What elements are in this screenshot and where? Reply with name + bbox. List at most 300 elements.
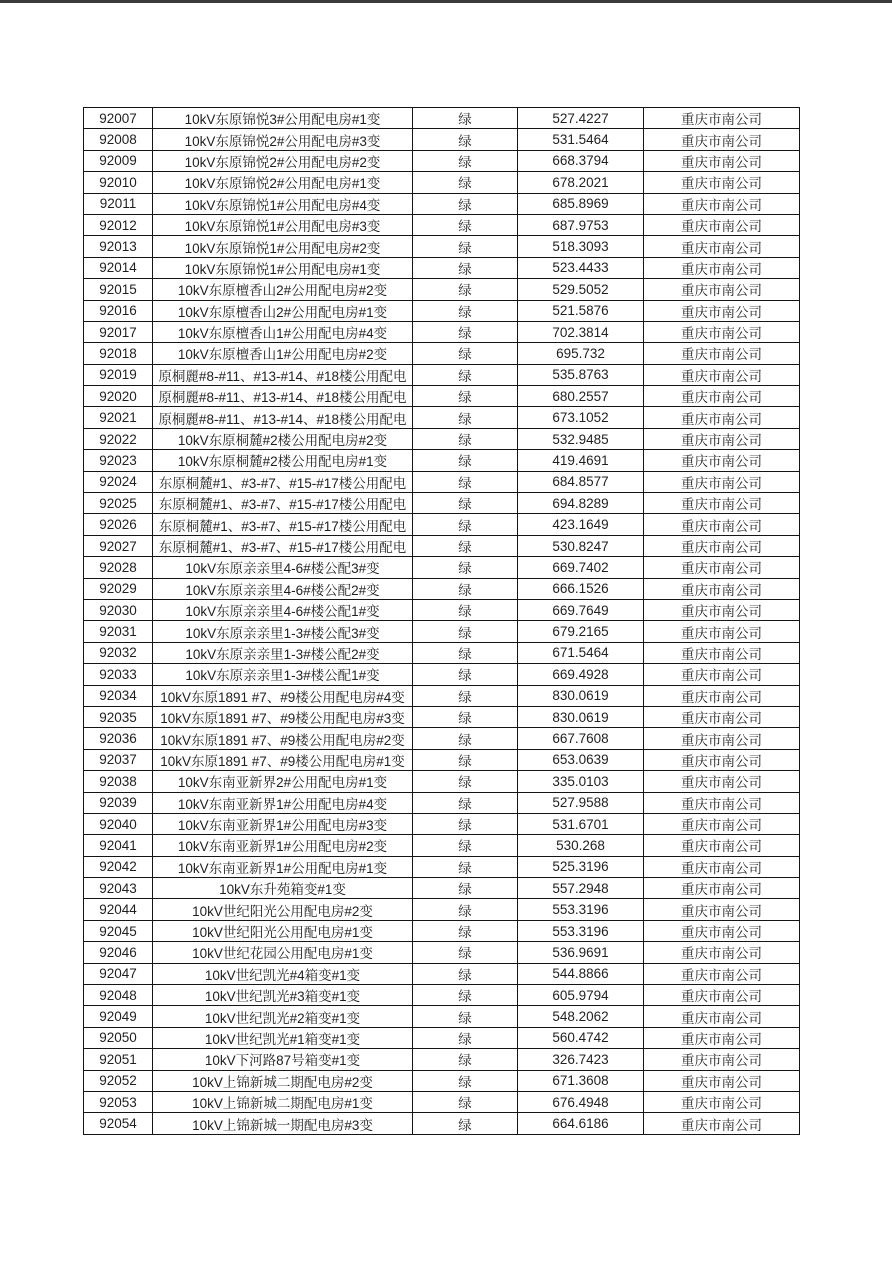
- cell-company: 重庆市南公司: [644, 257, 800, 278]
- cell-id: 92019: [84, 364, 153, 385]
- device-name-clip: [153, 258, 412, 278]
- cell-device-name: [153, 450, 413, 471]
- cell-value: 671.5464: [518, 642, 644, 663]
- cell-value: 531.5464: [518, 129, 644, 150]
- cell-value: 548.2062: [518, 1006, 644, 1027]
- device-name-clip: [153, 921, 412, 941]
- cell-device-name: [153, 599, 413, 620]
- cell-status: 绿: [413, 150, 518, 171]
- device-name-clip: [153, 129, 412, 149]
- cell-status: 绿: [413, 172, 518, 193]
- cell-device-name: [153, 706, 413, 727]
- page-top-edge: [0, 0, 892, 3]
- cell-company: 重庆市南公司: [644, 813, 800, 834]
- cell-status: 绿: [413, 493, 518, 514]
- device-name-text: 10kV东原锦悦2#公用配电房#2变: [184, 154, 381, 170]
- device-name-clip: [153, 643, 412, 663]
- cell-value: 668.3794: [518, 150, 644, 171]
- cell-status: 绿: [413, 749, 518, 770]
- device-name-text: 10kV东原1891 #7、#9楼公用配电房#4变: [160, 689, 405, 705]
- cell-status: 绿: [413, 321, 518, 342]
- cell-id: 92034: [84, 685, 153, 706]
- cell-status: 绿: [413, 257, 518, 278]
- cell-device-name: [153, 1027, 413, 1048]
- device-name-clip: [153, 386, 412, 406]
- cell-device-name: [153, 364, 413, 385]
- cell-device-name: [153, 108, 413, 129]
- cell-id: 92046: [84, 942, 153, 963]
- device-name-clip: [153, 793, 412, 813]
- cell-company: 重庆市南公司: [644, 1113, 800, 1135]
- cell-device-name: [153, 749, 413, 770]
- cell-id: 92031: [84, 621, 153, 642]
- device-name-clip: [153, 771, 412, 791]
- cell-status: 绿: [413, 920, 518, 941]
- cell-value: 560.4742: [518, 1027, 644, 1048]
- cell-device-name: [153, 214, 413, 235]
- cell-device-name: [153, 792, 413, 813]
- cell-device-name: [153, 321, 413, 342]
- table-row: [84, 642, 800, 663]
- device-name-clip: [153, 835, 412, 855]
- device-name-clip: [153, 985, 412, 1005]
- cell-id: 92016: [84, 300, 153, 321]
- cell-value: 673.1052: [518, 407, 644, 428]
- cell-device-name: [153, 172, 413, 193]
- cell-device-name: [153, 856, 413, 877]
- cell-device-name: [153, 535, 413, 556]
- device-name-clip: [153, 194, 412, 214]
- table-row: [84, 856, 800, 877]
- table-row: [84, 621, 800, 642]
- cell-id: 92017: [84, 321, 153, 342]
- cell-value: 531.6701: [518, 813, 644, 834]
- cell-device-name: [153, 942, 413, 963]
- cell-id: 92040: [84, 813, 153, 834]
- device-name-clip: [153, 557, 412, 577]
- cell-status: 绿: [413, 664, 518, 685]
- cell-device-name: [153, 428, 413, 449]
- cell-id: 92050: [84, 1027, 153, 1048]
- cell-device-name: [153, 642, 413, 663]
- cell-status: 绿: [413, 942, 518, 963]
- device-name-text: 10kV东原亲亲里1-3#楼公配2#变: [185, 646, 380, 662]
- cell-company: 重庆市南公司: [644, 407, 800, 428]
- cell-id: 92021: [84, 407, 153, 428]
- cell-value: 523.4433: [518, 257, 644, 278]
- cell-id: 92029: [84, 578, 153, 599]
- device-name-clip: [153, 686, 412, 706]
- device-name-clip: [153, 1092, 412, 1112]
- device-name-text: 10kV上锦新城一期配电房#3变: [192, 1117, 373, 1133]
- table-row: [84, 835, 800, 856]
- device-name-text: 10kV东原檀香山2#公用配电房#1变: [177, 304, 388, 320]
- cell-value: 557.2948: [518, 878, 644, 899]
- table-row: [84, 535, 800, 556]
- cell-company: 重庆市南公司: [644, 343, 800, 364]
- cell-status: 绿: [413, 471, 518, 492]
- cell-company: 重庆市南公司: [644, 493, 800, 514]
- device-name-clip: [153, 322, 412, 342]
- cell-device-name: [153, 386, 413, 407]
- cell-company: 重庆市南公司: [644, 1091, 800, 1112]
- table-row: [84, 493, 800, 514]
- table-row: [84, 450, 800, 471]
- device-name-text: 10kV东原檀香山1#公用配电房#2变: [177, 347, 388, 363]
- cell-value: 666.1526: [518, 578, 644, 599]
- cell-status: 绿: [413, 108, 518, 129]
- cell-device-name: [153, 771, 413, 792]
- table-row: [84, 279, 800, 300]
- device-name-text: 10kV东原檀香山1#公用配电房#4变: [177, 326, 388, 342]
- device-name-text: 10kV东原亲亲里4-6#楼公配3#变: [185, 561, 380, 577]
- cell-device-name: [153, 1070, 413, 1091]
- cell-value: 669.7649: [518, 599, 644, 620]
- cell-company: 重庆市南公司: [644, 706, 800, 727]
- device-name-clip: [153, 151, 412, 171]
- table-row: [84, 963, 800, 984]
- device-name-clip: [153, 365, 412, 385]
- cell-company: 重庆市南公司: [644, 685, 800, 706]
- cell-status: 绿: [413, 578, 518, 599]
- cell-status: 绿: [413, 856, 518, 877]
- cell-status: 绿: [413, 514, 518, 535]
- device-name-text: 10kV世纪阳光公用配电房#2变: [192, 903, 373, 919]
- cell-id: 92008: [84, 129, 153, 150]
- device-name-clip: [153, 814, 412, 834]
- device-name-clip: [153, 1113, 412, 1134]
- cell-value: 535.8763: [518, 364, 644, 385]
- table-row: [84, 428, 800, 449]
- device-name-clip: [153, 472, 412, 492]
- table-row: [84, 1049, 800, 1070]
- cell-id: 92043: [84, 878, 153, 899]
- cell-device-name: [153, 985, 413, 1006]
- cell-value: 518.3093: [518, 236, 644, 257]
- device-name-clip: [153, 579, 412, 599]
- cell-company: 重庆市南公司: [644, 1027, 800, 1048]
- device-name-clip: [153, 878, 412, 898]
- cell-value: 530.8247: [518, 535, 644, 556]
- cell-status: 绿: [413, 300, 518, 321]
- device-name-clip: [153, 942, 412, 962]
- cell-company: 重庆市南公司: [644, 621, 800, 642]
- device-name-text: 10kV世纪花园公用配电房#1变: [192, 946, 373, 962]
- device-name-clip: [153, 664, 412, 684]
- cell-company: 重庆市南公司: [644, 599, 800, 620]
- device-name-clip: [153, 899, 412, 919]
- cell-id: 92024: [84, 471, 153, 492]
- cell-company: 重庆市南公司: [644, 364, 800, 385]
- cell-value: 532.9485: [518, 428, 644, 449]
- cell-id: 92014: [84, 257, 153, 278]
- device-name-text: 10kV东原亲亲里1-3#楼公配3#变: [185, 625, 380, 641]
- device-name-clip: [153, 215, 412, 235]
- cell-status: 绿: [413, 1070, 518, 1091]
- device-name-text: 10kV东原亲亲里4-6#楼公配1#变: [185, 604, 380, 620]
- cell-value: 669.7402: [518, 557, 644, 578]
- cell-device-name: [153, 557, 413, 578]
- device-name-text: 10kV东原锦悦1#公用配电房#2变: [184, 240, 381, 256]
- cell-value: 694.8289: [518, 493, 644, 514]
- cell-device-name: [153, 578, 413, 599]
- device-name-text: 10kV下河路87号箱变#1变: [204, 1053, 361, 1069]
- device-name-text: 10kV世纪凯光#2箱变#1变: [204, 1010, 361, 1026]
- cell-value: 553.3196: [518, 899, 644, 920]
- device-name-clip: [153, 514, 412, 534]
- table-row: [84, 236, 800, 257]
- cell-status: 绿: [413, 535, 518, 556]
- cell-value: 423.1649: [518, 514, 644, 535]
- cell-device-name: [153, 621, 413, 642]
- cell-status: 绿: [413, 236, 518, 257]
- cell-id: 92028: [84, 557, 153, 578]
- cell-value: 830.0619: [518, 685, 644, 706]
- device-name-clip: [153, 450, 412, 470]
- cell-device-name: [153, 493, 413, 514]
- cell-device-name: [153, 279, 413, 300]
- device-name-text: 10kV东原1891 #7、#9楼公用配电房#3变: [160, 711, 405, 727]
- cell-company: 重庆市南公司: [644, 771, 800, 792]
- table-row: [84, 792, 800, 813]
- device-name-clip: [153, 279, 412, 299]
- cell-device-name: [153, 150, 413, 171]
- table-row: [84, 771, 800, 792]
- cell-id: 92010: [84, 172, 153, 193]
- device-name-text: 东原桐麓#1、#3-#7、#15-#17楼公用配电: [158, 475, 407, 491]
- cell-status: 绿: [413, 835, 518, 856]
- table-row: [84, 407, 800, 428]
- cell-company: 重庆市南公司: [644, 1070, 800, 1091]
- cell-device-name: [153, 878, 413, 899]
- cell-company: 重庆市南公司: [644, 1049, 800, 1070]
- cell-device-name: [153, 300, 413, 321]
- cell-id: 92037: [84, 749, 153, 770]
- cell-status: 绿: [413, 1049, 518, 1070]
- device-name-text: 10kV东原锦悦1#公用配电房#3变: [184, 219, 381, 235]
- device-name-clip: [153, 728, 412, 748]
- cell-id: 92038: [84, 771, 153, 792]
- cell-company: 重庆市南公司: [644, 963, 800, 984]
- device-name-text: 10kV东原1891 #7、#9楼公用配电房#1变: [160, 753, 405, 769]
- device-name-text: 东原桐麓#1、#3-#7、#15-#17楼公用配电: [158, 497, 407, 513]
- device-name-clip: [153, 301, 412, 321]
- device-name-text: 10kV东升苑箱变#1变: [219, 882, 346, 898]
- cell-id: 92009: [84, 150, 153, 171]
- device-name-text: 10kV东原锦悦1#公用配电房#4变: [184, 197, 381, 213]
- cell-status: 绿: [413, 214, 518, 235]
- cell-device-name: [153, 685, 413, 706]
- table-row: [84, 386, 800, 407]
- cell-company: 重庆市南公司: [644, 664, 800, 685]
- cell-company: 重庆市南公司: [644, 792, 800, 813]
- table-row: [84, 920, 800, 941]
- cell-value: 335.0103: [518, 771, 644, 792]
- cell-value: 419.4691: [518, 450, 644, 471]
- device-name-clip: [153, 964, 412, 984]
- device-name-text: 10kV东原亲亲里4-6#楼公配2#变: [185, 582, 380, 598]
- cell-status: 绿: [413, 407, 518, 428]
- cell-value: 702.3814: [518, 321, 644, 342]
- cell-device-name: [153, 257, 413, 278]
- cell-status: 绿: [413, 364, 518, 385]
- device-name-text: 原桐麗#8-#11、#13-#14、#18楼公用配电: [158, 390, 407, 406]
- cell-id: 92047: [84, 963, 153, 984]
- cell-company: 重庆市南公司: [644, 878, 800, 899]
- table-row: [84, 942, 800, 963]
- table-row: [84, 599, 800, 620]
- table-row: [84, 728, 800, 749]
- cell-company: 重庆市南公司: [644, 557, 800, 578]
- table-row: [84, 878, 800, 899]
- cell-device-name: [153, 899, 413, 920]
- device-name-text: 10kV东原1891 #7、#9楼公用配电房#2变: [160, 732, 405, 748]
- cell-id: 92027: [84, 535, 153, 556]
- device-name-clip: [153, 707, 412, 727]
- cell-value: 680.2557: [518, 386, 644, 407]
- device-name-text: 10kV东原锦悦3#公用配电房#1变: [184, 112, 381, 128]
- device-name-clip: [153, 407, 412, 427]
- cell-status: 绿: [413, 193, 518, 214]
- cell-id: 92039: [84, 792, 153, 813]
- cell-device-name: [153, 835, 413, 856]
- device-name-clip: [153, 536, 412, 556]
- cell-company: 重庆市南公司: [644, 236, 800, 257]
- cell-value: 544.8866: [518, 963, 644, 984]
- device-name-text: 10kV上锦新城二期配电房#2变: [192, 1074, 373, 1090]
- table-row: [84, 514, 800, 535]
- cell-value: 529.5052: [518, 279, 644, 300]
- cell-company: 重庆市南公司: [644, 386, 800, 407]
- cell-id: 92044: [84, 899, 153, 920]
- device-name-clip: [153, 236, 412, 256]
- cell-device-name: [153, 1091, 413, 1112]
- cell-status: 绿: [413, 279, 518, 300]
- device-name-text: 东原桐麓#1、#3-#7、#15-#17楼公用配电: [158, 518, 407, 534]
- cell-id: 92051: [84, 1049, 153, 1070]
- device-name-text: 10kV东南亚新界1#公用配电房#3变: [177, 818, 388, 834]
- cell-device-name: [153, 471, 413, 492]
- table-row: [84, 1027, 800, 1048]
- table-row: [84, 985, 800, 1006]
- cell-value: 685.8969: [518, 193, 644, 214]
- cell-status: 绿: [413, 450, 518, 471]
- cell-company: 重庆市南公司: [644, 193, 800, 214]
- table-row: [84, 172, 800, 193]
- cell-device-name: [153, 1049, 413, 1070]
- device-name-text: 10kV上锦新城二期配电房#1变: [192, 1096, 373, 1112]
- cell-device-name: [153, 920, 413, 941]
- cell-company: 重庆市南公司: [644, 172, 800, 193]
- cell-id: 92011: [84, 193, 153, 214]
- cell-id: 92036: [84, 728, 153, 749]
- cell-id: 92012: [84, 214, 153, 235]
- cell-id: 92025: [84, 493, 153, 514]
- cell-status: 绿: [413, 642, 518, 663]
- cell-status: 绿: [413, 728, 518, 749]
- table-row: [84, 1091, 800, 1112]
- cell-id: 92053: [84, 1091, 153, 1112]
- device-name-text: 10kV东南亚新界1#公用配电房#2变: [177, 839, 388, 855]
- cell-id: 92032: [84, 642, 153, 663]
- table-row: [84, 471, 800, 492]
- cell-value: 536.9691: [518, 942, 644, 963]
- cell-status: 绿: [413, 1113, 518, 1135]
- device-name-clip: [153, 1071, 412, 1091]
- table-row: [84, 706, 800, 727]
- cell-company: 重庆市南公司: [644, 471, 800, 492]
- cell-company: 重庆市南公司: [644, 279, 800, 300]
- cell-id: 92048: [84, 985, 153, 1006]
- device-name-clip: [153, 1049, 412, 1069]
- cell-value: 695.732: [518, 343, 644, 364]
- cell-status: 绿: [413, 1006, 518, 1027]
- cell-company: 重庆市南公司: [644, 856, 800, 877]
- cell-device-name: [153, 728, 413, 749]
- table-row: [84, 685, 800, 706]
- table-row: [84, 813, 800, 834]
- device-name-clip: [153, 343, 412, 363]
- cell-status: 绿: [413, 899, 518, 920]
- cell-status: 绿: [413, 428, 518, 449]
- device-name-clip: [153, 857, 412, 877]
- table-row: [84, 1070, 800, 1091]
- cell-id: 92045: [84, 920, 153, 941]
- cell-id: 92042: [84, 856, 153, 877]
- device-name-text: 10kV东南亚新界2#公用配电房#1变: [177, 775, 388, 791]
- device-name-clip: [153, 750, 412, 770]
- cell-company: 重庆市南公司: [644, 835, 800, 856]
- cell-id: 92015: [84, 279, 153, 300]
- cell-value: 667.7608: [518, 728, 644, 749]
- cell-id: 92054: [84, 1113, 153, 1135]
- cell-id: 92023: [84, 450, 153, 471]
- cell-value: 525.3196: [518, 856, 644, 877]
- cell-company: 重庆市南公司: [644, 535, 800, 556]
- cell-status: 绿: [413, 343, 518, 364]
- table-row: [84, 578, 800, 599]
- device-name-text: 10kV东原锦悦2#公用配电房#3变: [184, 133, 381, 149]
- table-row: [84, 1113, 800, 1135]
- device-name-text: 10kV东原锦悦1#公用配电房#1变: [184, 261, 381, 277]
- cell-company: 重庆市南公司: [644, 150, 800, 171]
- cell-value: 830.0619: [518, 706, 644, 727]
- cell-value: 676.4948: [518, 1091, 644, 1112]
- device-name-clip: [153, 1028, 412, 1048]
- table-row: [84, 214, 800, 235]
- device-name-text: 东原桐麓#1、#3-#7、#15-#17楼公用配电: [158, 540, 407, 555]
- cell-status: 绿: [413, 706, 518, 727]
- table-row: [84, 1006, 800, 1027]
- cell-status: 绿: [413, 129, 518, 150]
- cell-value: 521.5876: [518, 300, 644, 321]
- cell-value: 653.0639: [518, 749, 644, 770]
- cell-device-name: [153, 664, 413, 685]
- cell-company: 重庆市南公司: [644, 728, 800, 749]
- cell-value: 669.4928: [518, 664, 644, 685]
- cell-company: 重庆市南公司: [644, 428, 800, 449]
- cell-device-name: [153, 129, 413, 150]
- cell-id: 92018: [84, 343, 153, 364]
- cell-device-name: [153, 963, 413, 984]
- cell-company: 重庆市南公司: [644, 129, 800, 150]
- device-name-text: 10kV世纪凯光#3箱变#1变: [204, 989, 361, 1005]
- cell-id: 92020: [84, 386, 153, 407]
- cell-device-name: [153, 1006, 413, 1027]
- cell-id: 92026: [84, 514, 153, 535]
- cell-value: 687.9753: [518, 214, 644, 235]
- cell-company: 重庆市南公司: [644, 920, 800, 941]
